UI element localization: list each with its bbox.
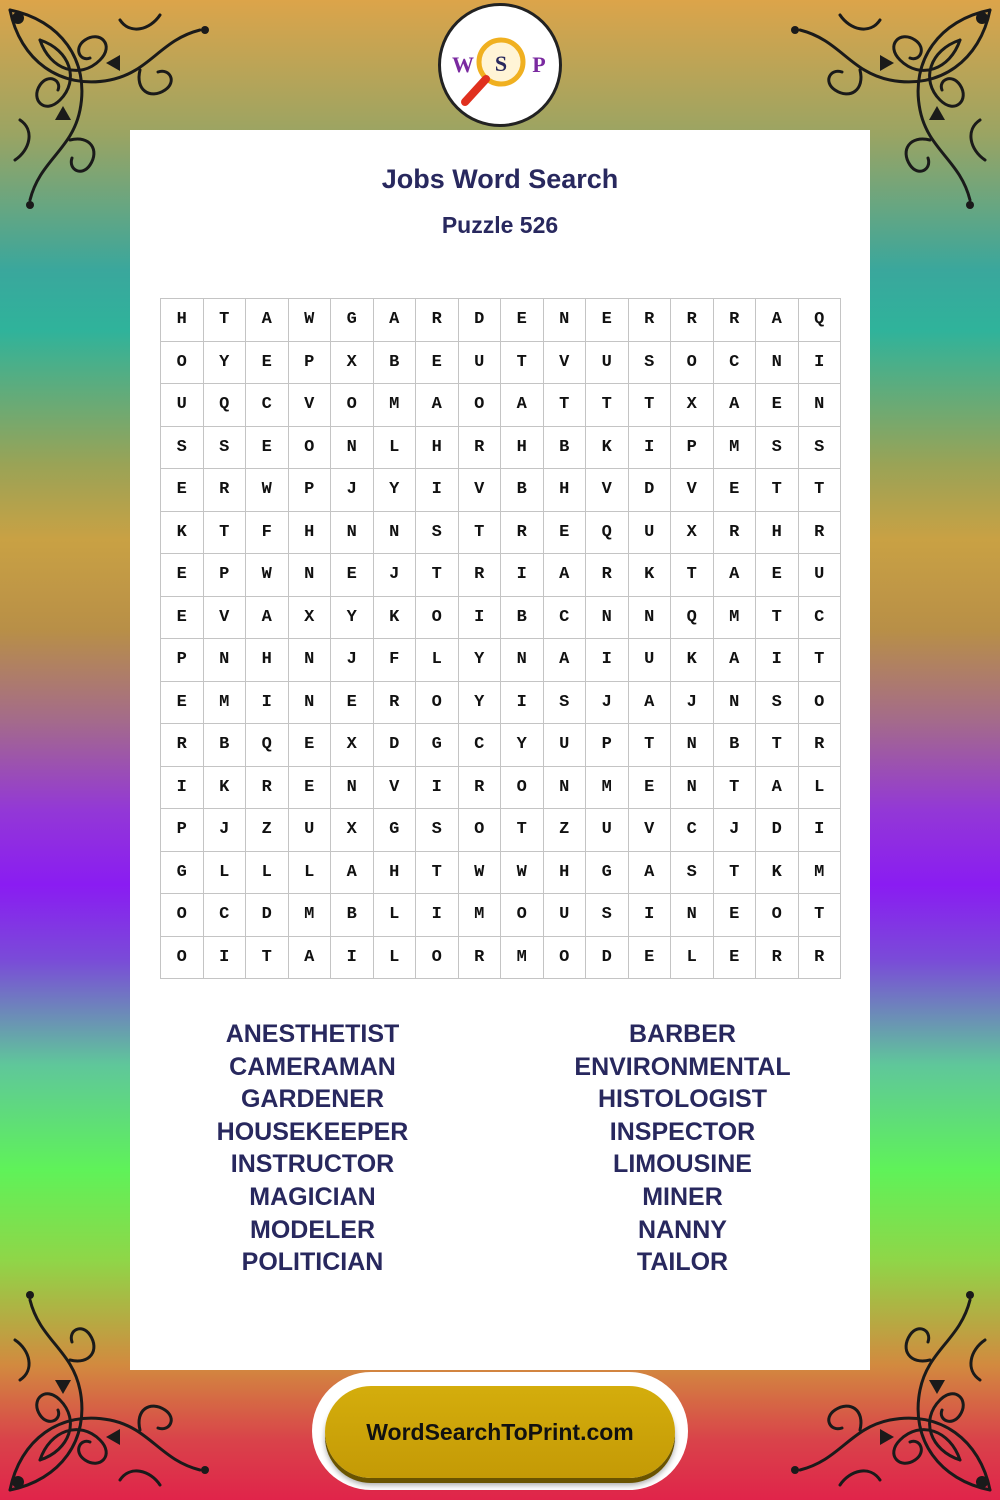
word-list-item: NANNY — [638, 1215, 727, 1244]
grid-cell[interactable]: L — [671, 937, 714, 980]
grid-cell[interactable]: M — [586, 767, 629, 810]
grid-cell[interactable]: O — [501, 767, 544, 810]
grid-cell[interactable]: P — [289, 342, 332, 385]
grid-cell[interactable]: P — [289, 469, 332, 512]
grid-cell[interactable]: Y — [459, 682, 502, 725]
puzzle-number: Puzzle 526 — [441, 212, 559, 238]
grid-cell[interactable]: R — [714, 512, 757, 555]
grid-cell[interactable]: I — [799, 809, 842, 852]
grid-cell[interactable]: U — [459, 342, 502, 385]
grid-cell[interactable]: O — [544, 937, 587, 980]
grid-cell[interactable]: L — [416, 639, 459, 682]
grid-cell[interactable]: Z — [246, 809, 289, 852]
grid-cell[interactable]: A — [714, 554, 757, 597]
grid-cell[interactable]: E — [246, 427, 289, 470]
logo-letter-s: S — [494, 51, 508, 76]
grid-cell[interactable]: R — [459, 554, 502, 597]
grid-cell[interactable]: O — [501, 894, 544, 937]
grid-cell[interactable]: H — [289, 512, 332, 555]
grid-cell[interactable]: M — [714, 427, 757, 470]
grid-cell[interactable]: B — [501, 597, 544, 640]
grid-cell[interactable]: G — [161, 852, 204, 895]
grid-cell[interactable]: N — [204, 639, 247, 682]
grid-cell[interactable]: E — [246, 342, 289, 385]
grid-cell[interactable]: R — [714, 299, 757, 342]
grid-cell[interactable]: R — [204, 469, 247, 512]
grid-cell[interactable]: I — [586, 639, 629, 682]
grid-cell[interactable]: B — [501, 469, 544, 512]
grid-cell[interactable]: L — [204, 852, 247, 895]
grid-cell[interactable]: V — [289, 384, 332, 427]
grid-cell[interactable]: T — [799, 469, 842, 512]
word-list — [130, 1018, 870, 1279]
grid-cell[interactable]: N — [629, 597, 672, 640]
grid-cell[interactable]: O — [161, 894, 204, 937]
grid-cell[interactable]: B — [374, 342, 417, 385]
grid-cell[interactable]: A — [756, 299, 799, 342]
logo-letter-w: W — [452, 52, 474, 77]
grid-cell[interactable]: N — [289, 682, 332, 725]
grid-cell[interactable]: R — [459, 767, 502, 810]
grid-cell[interactable]: H — [544, 469, 587, 512]
grid-cell[interactable]: I — [629, 427, 672, 470]
grid-cell[interactable]: K — [374, 597, 417, 640]
grid-cell[interactable]: T — [586, 384, 629, 427]
grid-cell[interactable]: R — [246, 767, 289, 810]
grid-cell[interactable]: A — [374, 299, 417, 342]
grid-cell[interactable]: W — [501, 852, 544, 895]
word-list-item: INSTRUCTOR — [230, 1150, 395, 1179]
grid-cell[interactable]: N — [501, 639, 544, 682]
word-list-left-column — [130, 1018, 495, 1279]
puzzle-title: Jobs Word Search — [381, 164, 619, 194]
grid-cell[interactable]: N — [289, 554, 332, 597]
grid-cell[interactable]: D — [629, 469, 672, 512]
grid-cell[interactable]: N — [331, 512, 374, 555]
grid-cell[interactable]: X — [331, 724, 374, 767]
grid-cell[interactable]: O — [161, 937, 204, 980]
word-list-item: CAMERAMAN — [229, 1052, 396, 1081]
grid-cell[interactable]: C — [799, 597, 842, 640]
grid-cell[interactable]: T — [246, 937, 289, 980]
grid-cell[interactable]: Q — [799, 299, 842, 342]
grid-cell[interactable]: R — [586, 554, 629, 597]
grid-cell[interactable]: A — [416, 384, 459, 427]
grid-cell[interactable]: E — [714, 894, 757, 937]
grid-cell[interactable]: T — [629, 724, 672, 767]
grid-cell[interactable]: Q — [204, 384, 247, 427]
grid-cell[interactable]: E — [416, 342, 459, 385]
grid-cell[interactable]: I — [416, 469, 459, 512]
grid-cell[interactable]: I — [799, 342, 842, 385]
grid-cell[interactable]: N — [671, 767, 714, 810]
grid-cell[interactable]: I — [204, 937, 247, 980]
grid-cell[interactable]: E — [629, 767, 672, 810]
grid-cell[interactable]: Q — [586, 512, 629, 555]
grid-cell[interactable]: E — [501, 299, 544, 342]
grid-cell[interactable]: D — [374, 724, 417, 767]
grid-cell[interactable]: B — [204, 724, 247, 767]
grid-cell[interactable]: K — [586, 427, 629, 470]
grid-cell[interactable]: S — [756, 682, 799, 725]
grid-cell[interactable]: H — [374, 852, 417, 895]
grid-cell[interactable]: T — [756, 469, 799, 512]
word-list-item: BARBER — [629, 1020, 736, 1048]
grid-cell[interactable]: H — [501, 427, 544, 470]
grid-cell[interactable]: S — [799, 427, 842, 470]
grid-cell[interactable]: E — [331, 554, 374, 597]
grid-cell[interactable]: R — [416, 299, 459, 342]
grid-cell[interactable]: T — [714, 852, 757, 895]
grid-cell[interactable]: O — [416, 597, 459, 640]
grid-cell[interactable]: O — [331, 384, 374, 427]
grid-cell[interactable]: N — [799, 384, 842, 427]
grid-cell[interactable]: R — [374, 682, 417, 725]
grid-cell[interactable]: P — [204, 554, 247, 597]
word-list-item: HOUSEKEEPER — [216, 1117, 409, 1146]
grid-cell[interactable]: S — [586, 894, 629, 937]
grid-cell[interactable]: O — [799, 682, 842, 725]
grid-cell[interactable]: E — [289, 767, 332, 810]
grid-cell[interactable]: Q — [246, 724, 289, 767]
grid-cell[interactable]: T — [459, 512, 502, 555]
grid-cell[interactable]: I — [331, 937, 374, 980]
grid-cell[interactable]: T — [629, 384, 672, 427]
grid-cell[interactable]: R — [459, 937, 502, 980]
grid-cell[interactable]: T — [799, 894, 842, 937]
grid-cell[interactable]: N — [586, 597, 629, 640]
grid-cell[interactable]: I — [629, 894, 672, 937]
grid-cell[interactable]: S — [204, 427, 247, 470]
grid-cell[interactable]: D — [586, 937, 629, 980]
grid-cell[interactable]: E — [586, 299, 629, 342]
grid-cell[interactable]: U — [544, 894, 587, 937]
grid-cell[interactable]: E — [161, 554, 204, 597]
grid-cell[interactable]: C — [459, 724, 502, 767]
grid-cell[interactable]: J — [331, 469, 374, 512]
grid-cell[interactable]: J — [204, 809, 247, 852]
grid-cell[interactable]: M — [459, 894, 502, 937]
grid-cell[interactable]: O — [289, 427, 332, 470]
grid-cell[interactable]: B — [331, 894, 374, 937]
logo-letter-p: P — [532, 52, 546, 77]
grid-cell[interactable]: Y — [331, 597, 374, 640]
word-list-item: MINER — [642, 1182, 723, 1211]
grid-cell[interactable]: T — [501, 809, 544, 852]
grid-cell[interactable]: C — [714, 342, 757, 385]
grid-cell[interactable]: E — [289, 724, 332, 767]
grid-cell[interactable]: I — [501, 682, 544, 725]
grid-cell[interactable]: L — [374, 427, 417, 470]
grid-cell[interactable]: T — [671, 554, 714, 597]
grid-cell[interactable]: W — [289, 299, 332, 342]
grid-cell[interactable]: E — [714, 937, 757, 980]
grid-cell[interactable]: N — [374, 512, 417, 555]
grid-cell[interactable]: K — [671, 639, 714, 682]
grid-cell[interactable]: C — [671, 809, 714, 852]
grid-cell[interactable]: L — [799, 767, 842, 810]
grid-cell[interactable]: V — [544, 342, 587, 385]
grid-cell[interactable]: R — [501, 512, 544, 555]
grid-cell[interactable]: O — [459, 384, 502, 427]
grid-cell[interactable]: A — [289, 937, 332, 980]
grid-cell[interactable]: P — [161, 639, 204, 682]
grid-cell[interactable]: U — [586, 809, 629, 852]
grid-cell[interactable]: R — [671, 299, 714, 342]
word-list-item: INSPECTOR — [609, 1117, 756, 1146]
word-list-right-column — [495, 1018, 870, 1279]
grid-cell[interactable]: U — [629, 639, 672, 682]
grid-cell[interactable]: V — [374, 767, 417, 810]
grid-cell[interactable]: R — [799, 512, 842, 555]
grid-cell[interactable]: N — [714, 682, 757, 725]
grid-cell[interactable]: B — [544, 427, 587, 470]
grid-cell[interactable]: R — [161, 724, 204, 767]
grid-cell[interactable]: W — [459, 852, 502, 895]
grid-cell[interactable]: A — [629, 682, 672, 725]
word-list-item: HISTOLOGIST — [598, 1085, 767, 1114]
grid-cell[interactable]: U — [586, 342, 629, 385]
grid-cell[interactable]: U — [629, 512, 672, 555]
grid-cell[interactable]: O — [459, 809, 502, 852]
grid-cell[interactable]: O — [416, 682, 459, 725]
grid-cell[interactable]: R — [799, 724, 842, 767]
website-link-label[interactable]: WordSearchToPrint.com — [366, 1418, 634, 1445]
word-list-item: ANESTHETIST — [225, 1020, 400, 1048]
grid-cell[interactable]: O — [161, 342, 204, 385]
grid-cell[interactable]: H — [246, 639, 289, 682]
grid-cell[interactable]: M — [501, 937, 544, 980]
grid-cell[interactable]: A — [544, 639, 587, 682]
grid-cell[interactable]: O — [756, 894, 799, 937]
grid-cell[interactable]: V — [586, 469, 629, 512]
grid-cell[interactable]: T — [799, 639, 842, 682]
grid-cell[interactable]: Z — [544, 809, 587, 852]
grid-cell[interactable]: V — [629, 809, 672, 852]
grid-cell[interactable]: J — [586, 682, 629, 725]
grid-cell[interactable]: D — [459, 299, 502, 342]
grid-cell[interactable]: T — [714, 767, 757, 810]
grid-cell[interactable]: T — [416, 852, 459, 895]
grid-cell[interactable]: Q — [671, 597, 714, 640]
grid-cell[interactable]: R — [459, 427, 502, 470]
grid-cell[interactable]: C — [544, 597, 587, 640]
grid-cell[interactable]: N — [331, 767, 374, 810]
grid-cell[interactable]: L — [246, 852, 289, 895]
grid-cell[interactable]: P — [671, 427, 714, 470]
grid-cell[interactable]: J — [714, 809, 757, 852]
grid-cell[interactable]: A — [246, 597, 289, 640]
grid-cell[interactable]: U — [799, 554, 842, 597]
grid-cell[interactable]: P — [586, 724, 629, 767]
grid-cell[interactable]: X — [671, 512, 714, 555]
grid-cell[interactable]: X — [289, 597, 332, 640]
grid-cell[interactable]: F — [246, 512, 289, 555]
grid-cell[interactable]: A — [714, 384, 757, 427]
grid-cell[interactable]: A — [544, 554, 587, 597]
grid-cell[interactable]: H — [756, 512, 799, 555]
grid-cell[interactable]: X — [331, 342, 374, 385]
grid-cell[interactable]: R — [756, 937, 799, 980]
grid-cell[interactable]: H — [161, 299, 204, 342]
grid-cell[interactable]: M — [374, 384, 417, 427]
grid-cell[interactable]: E — [161, 469, 204, 512]
grid-cell[interactable]: P — [161, 809, 204, 852]
word-list-item: POLITICIAN — [241, 1248, 384, 1277]
grid-cell[interactable]: W — [246, 469, 289, 512]
grid-cell[interactable]: S — [756, 427, 799, 470]
grid-cell[interactable]: O — [671, 342, 714, 385]
grid-cell[interactable]: Y — [204, 342, 247, 385]
grid-cell[interactable]: H — [544, 852, 587, 895]
grid-cell[interactable]: U — [289, 809, 332, 852]
grid-cell[interactable]: O — [416, 937, 459, 980]
grid-cell[interactable]: J — [374, 554, 417, 597]
word-list-item: TAILOR — [636, 1248, 729, 1277]
grid-cell[interactable]: A — [501, 384, 544, 427]
grid-cell[interactable]: T — [756, 724, 799, 767]
grid-cell[interactable]: L — [374, 937, 417, 980]
letter-grid[interactable] — [160, 298, 841, 979]
word-list-item: ENVIRONMENTAL — [574, 1052, 791, 1081]
grid-cell[interactable]: E — [161, 682, 204, 725]
grid-cell[interactable]: E — [756, 554, 799, 597]
grid-cell[interactable]: M — [799, 852, 842, 895]
website-button[interactable] — [325, 1386, 675, 1478]
grid-cell[interactable]: N — [544, 767, 587, 810]
word-list-item: GARDENER — [240, 1085, 385, 1114]
grid-cell[interactable]: X — [671, 384, 714, 427]
word-list-item: MODELER — [250, 1215, 375, 1244]
grid-cell[interactable]: S — [416, 809, 459, 852]
grid-cell[interactable]: C — [246, 384, 289, 427]
grid-cell[interactable]: V — [204, 597, 247, 640]
grid-cell[interactable]: T — [416, 554, 459, 597]
grid-cell[interactable]: Y — [459, 639, 502, 682]
grid-cell[interactable]: L — [374, 894, 417, 937]
grid-cell[interactable]: E — [331, 682, 374, 725]
grid-cell[interactable]: T — [204, 299, 247, 342]
grid-cell[interactable]: E — [544, 512, 587, 555]
grid-cell[interactable]: E — [629, 937, 672, 980]
grid-cell[interactable]: S — [544, 682, 587, 725]
grid-cell[interactable]: T — [501, 342, 544, 385]
word-list-item: LIMOUSINE — [613, 1150, 752, 1179]
grid-cell[interactable]: T — [756, 597, 799, 640]
grid-cell[interactable]: A — [331, 852, 374, 895]
grid-cell[interactable]: G — [416, 724, 459, 767]
grid-cell[interactable]: G — [331, 299, 374, 342]
grid-cell[interactable]: H — [416, 427, 459, 470]
grid-cell[interactable]: D — [756, 809, 799, 852]
grid-cell[interactable]: E — [756, 384, 799, 427]
grid-cell[interactable]: I — [501, 554, 544, 597]
grid-cell[interactable]: I — [161, 767, 204, 810]
grid-cell[interactable]: K — [204, 767, 247, 810]
grid-cell[interactable]: U — [161, 384, 204, 427]
grid-cell[interactable]: Y — [374, 469, 417, 512]
grid-cell[interactable]: I — [756, 639, 799, 682]
grid-cell[interactable]: N — [671, 724, 714, 767]
grid-cell[interactable]: V — [459, 469, 502, 512]
grid-cell[interactable]: J — [671, 682, 714, 725]
grid-cell[interactable]: E — [161, 597, 204, 640]
grid-cell[interactable]: I — [246, 682, 289, 725]
grid-cell[interactable]: N — [289, 639, 332, 682]
grid-cell[interactable]: M — [204, 682, 247, 725]
grid-cell[interactable]: S — [161, 427, 204, 470]
grid-cell[interactable]: G — [374, 809, 417, 852]
grid-cell[interactable]: V — [671, 469, 714, 512]
grid-cell[interactable]: K — [161, 512, 204, 555]
grid-cell[interactable]: Y — [501, 724, 544, 767]
grid-cell[interactable]: R — [629, 299, 672, 342]
wsp-logo[interactable] — [438, 3, 562, 127]
grid-cell[interactable]: T — [204, 512, 247, 555]
grid-cell[interactable]: A — [714, 639, 757, 682]
grid-cell[interactable]: I — [416, 767, 459, 810]
grid-cell[interactable]: A — [246, 299, 289, 342]
grid-cell[interactable]: A — [756, 767, 799, 810]
grid-cell[interactable]: N — [756, 342, 799, 385]
grid-cell[interactable]: J — [331, 639, 374, 682]
grid-cell[interactable]: A — [629, 852, 672, 895]
grid-cell[interactable]: E — [714, 469, 757, 512]
grid-cell[interactable]: N — [331, 427, 374, 470]
grid-cell[interactable]: K — [629, 554, 672, 597]
grid-cell[interactable]: S — [671, 852, 714, 895]
grid-cell[interactable]: I — [416, 894, 459, 937]
grid-cell[interactable]: T — [544, 384, 587, 427]
grid-cell[interactable]: M — [714, 597, 757, 640]
grid-cell[interactable]: S — [629, 342, 672, 385]
word-list-item: MAGICIAN — [249, 1182, 376, 1211]
grid-cell[interactable]: K — [756, 852, 799, 895]
grid-cell[interactable]: R — [799, 937, 842, 980]
grid-cell[interactable]: N — [544, 299, 587, 342]
grid-cell[interactable]: I — [459, 597, 502, 640]
grid-cell[interactable]: M — [289, 894, 332, 937]
grid-cell[interactable]: B — [714, 724, 757, 767]
puzzle-sheet — [130, 130, 870, 1370]
grid-cell[interactable]: F — [374, 639, 417, 682]
grid-cell[interactable]: U — [544, 724, 587, 767]
grid-cell[interactable]: S — [416, 512, 459, 555]
grid-cell[interactable]: N — [671, 894, 714, 937]
grid-cell[interactable]: W — [246, 554, 289, 597]
grid-cell[interactable]: L — [289, 852, 332, 895]
grid-cell[interactable]: X — [331, 809, 374, 852]
grid-cell[interactable]: D — [246, 894, 289, 937]
grid-cell[interactable]: C — [204, 894, 247, 937]
grid-cell[interactable]: G — [586, 852, 629, 895]
